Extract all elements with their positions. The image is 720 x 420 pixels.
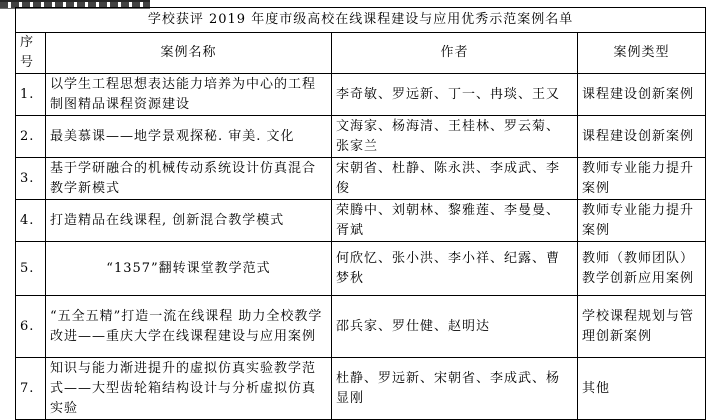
table-row	[16, 242, 706, 296]
header-row	[16, 33, 706, 74]
case-type: 教师专业能力提升案例	[578, 200, 706, 242]
row-number: 5.	[16, 242, 46, 296]
case-type: 学校课程规划与管理创新案例	[578, 296, 706, 358]
row-number: 7.	[16, 358, 46, 420]
case-type: 课程建设创新案例	[578, 116, 706, 158]
table-row	[16, 358, 706, 420]
case-type: 教师（教师团队）教学创新应用案例	[578, 242, 706, 296]
case-list-table	[15, 7, 706, 420]
case-type: 课程建设创新案例	[578, 74, 706, 116]
row-number: 4.	[16, 200, 46, 242]
header-case-name: 案例名称	[46, 33, 332, 74]
case-name: 以学生工程思想表达能力培养为中心的工程制图精品课程资源建设	[46, 74, 332, 116]
table-row	[16, 296, 706, 358]
case-name: “五全五精”打造一流在线课程 助力全校教学改进——重庆大学在线课程建设与应用案例	[46, 296, 332, 358]
case-authors: 宋朝省、杜静、陈永洪、李成武、李俊	[332, 158, 578, 200]
case-authors: 杜静、罗远新、宋朝省、李成武、杨显刚	[332, 358, 578, 420]
header-authors: 作者	[332, 33, 578, 74]
case-name: “1357”翻转课堂教学范式	[46, 242, 332, 296]
row-number: 6.	[16, 296, 46, 358]
case-authors: 李奇敏、罗远新、丁一、冉琰、王又	[332, 74, 578, 116]
case-type: 其他	[578, 358, 706, 420]
table-row	[16, 74, 706, 116]
row-number: 2.	[16, 116, 46, 158]
table-row	[16, 116, 706, 158]
header-case-type: 案例类型	[578, 33, 706, 74]
case-name: 最美慕课——地学景观探秘. 审美. 文化	[46, 116, 332, 158]
case-type: 教师专业能力提升案例	[578, 158, 706, 200]
table-row	[16, 200, 706, 242]
case-name: 打造精品在线课程, 创新混合教学模式	[46, 200, 332, 242]
case-authors: 文海家、杨海清、王桂林、罗云菊、张家兰	[332, 116, 578, 158]
table-title-row	[16, 8, 706, 33]
row-number: 1.	[16, 74, 46, 116]
row-number: 3.	[16, 158, 46, 200]
case-name: 知识与能力渐进提升的虚拟仿真实验教学范式——大型齿轮箱结构设计与分析虚拟仿真实验	[46, 358, 332, 420]
header-no: 序号	[16, 33, 46, 74]
table-title: 学校获评 2019 年度市级高校在线课程建设与应用优秀示范案例名单	[16, 8, 706, 33]
case-name: 基于学研融合的机械传动系统设计仿真混合教学新模式	[46, 158, 332, 200]
case-authors: 邵兵家、罗仕健、赵明达	[332, 296, 578, 358]
case-authors: 荣腾中、刘朝林、黎雅莲、李曼曼、胥斌	[332, 200, 578, 242]
case-authors: 何欣忆、张小洪、李小祥、纪露、曹梦秋	[332, 242, 578, 296]
table-row	[16, 158, 706, 200]
